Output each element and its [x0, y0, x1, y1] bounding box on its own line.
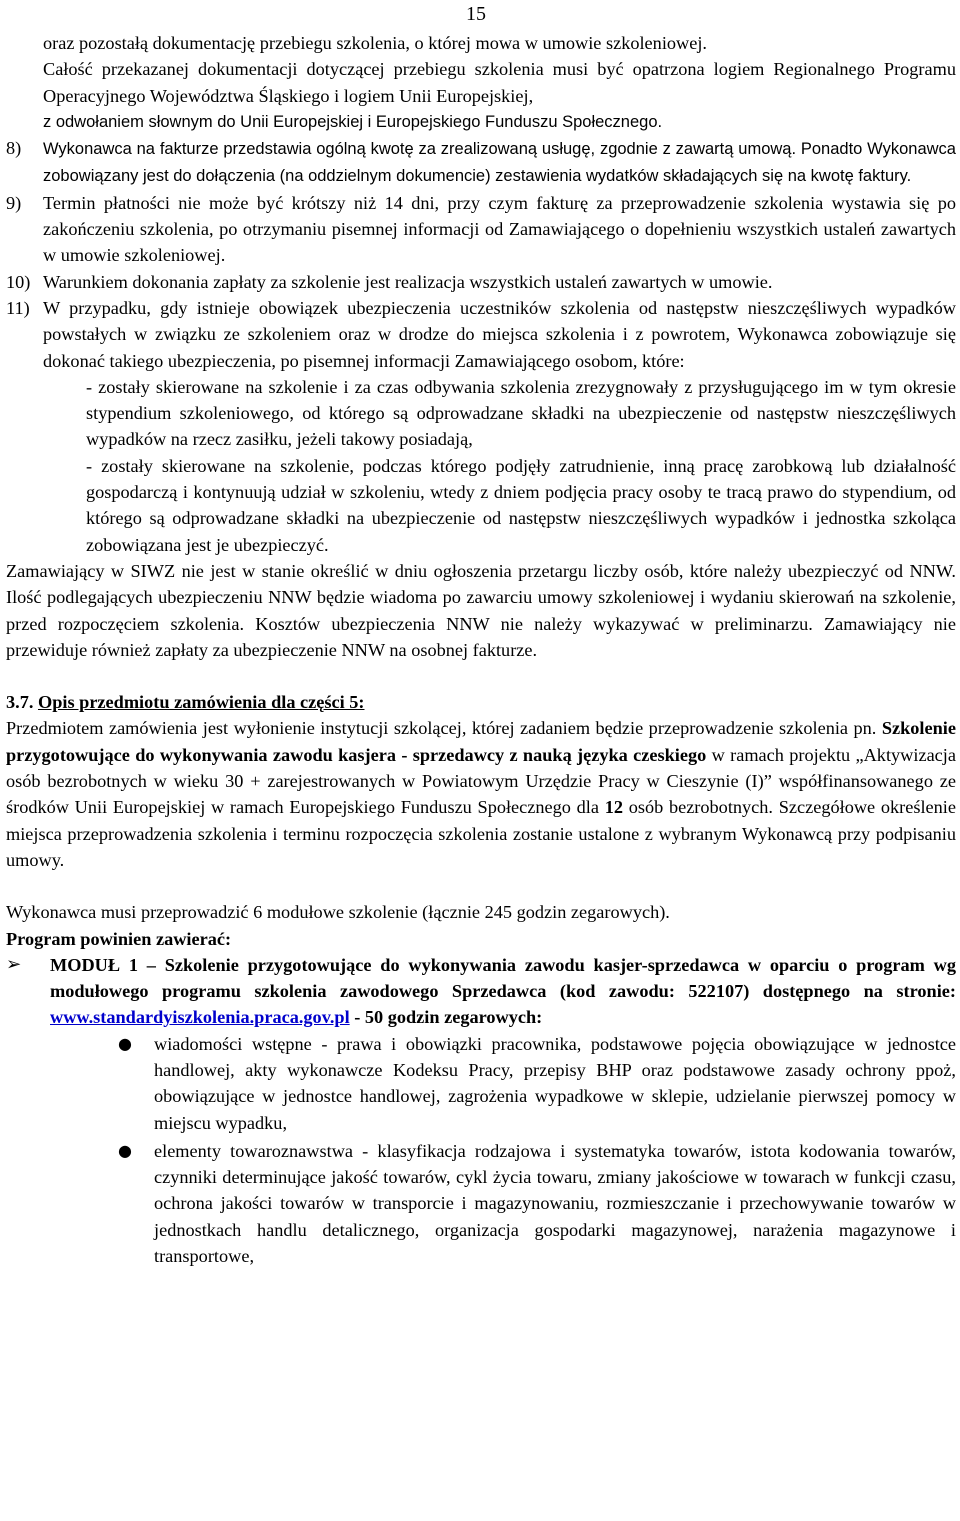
intro-line-1: oraz pozostałą dokumentację przebiegu szkolenia, o której mowa w umowie szkoleniowej.	[43, 33, 707, 53]
section-title: Opis przedmiotu zamówienia dla części 5:	[38, 692, 365, 713]
list-item-text: Wykonawca na fakturze przedstawia ogólną kwotę za zrealizowaną usługę, zgodnie z zawartą umową. Ponadto Wykonawca zobowiązany jest do dołączenia (na oddzielnym dokumencie) zestawienia wydatków składających się na kwotę faktury.	[43, 140, 956, 186]
training-name: Szkolenie przygotowujące do wykonywania zawodu kasjera - sprzedawcy z nauką języka czeskiego	[6, 718, 956, 765]
participant-count: 12	[604, 797, 623, 818]
intro-line-2: Całość przekazanej dokumentacji dotyczącej przebiegu szkolenia musi być opatrzona logiem Regionalnego Programu Operacyjnego Województwa Śląskiego i logiem Unii Europejskiej,	[43, 59, 956, 106]
section-paragraph: Przedmiotem zamówienia jest wyłonienie instytucji szkolącej, której zadaniem będzie przeprowadzenie szkolenia pn. Szkolenie przygotowujące do wykonywania zawodu kasjera - sprzedawcy z nauką języka czeskiego w ramach projektu „Aktywizacja osób bezrobotnych w wieku 30 + zarejestrowanych w Powiatowym Urzędzie Pracy w Cieszynie (I)” współfinansowanego ze środków Unii Europejskiej w ramach Europejskiego Funduszu Społecznego dla 12 osób bezrobotnych. Szczegółowe określenie miejsca przeprowadzenia szkolenia i terminu rozpoczęcia szkolenia zostanie ustalone z wybranym Wykonawcą przy podpisaniu umowy.	[6, 718, 956, 870]
standards-link[interactable]: www.standardyiszkolenia.praca.gov.pl	[50, 1007, 350, 1028]
dash-item-2: - zostały skierowane na szkolenie, podczas którego podjęły zatrudnienie, inną pracę zarobkową lub działalność gospodarczą i kontynuują udział w szkoleniu, wtedy z dniem podjęcia pracy osoby te tracą prawo do stypendium, od którego są odprowadzane składki na ubezpieczenie od następstw nieszczęśliwych wypadków i jednostka szkoląca zobowiązana jest je ubezpieczyć.	[86, 455, 956, 555]
section-number: 3.7.	[6, 692, 34, 713]
list-item: ● wiadomości wstępne - prawa i obowiązki pracownika, podstawowe pojęcia obowiązujące w jednostce handlowej, akty wykonawcze Kodeksu Pracy, przepisy BHP oraz podstawowe zasady ochrony ppoż, obowiązujące w jednostce handlowej, zagrożenia wypadkowe w sklepie, udzielanie pierwszej pomocy w miejscu wypadku,	[6, 1031, 956, 1136]
module-1-topics	[6, 1031, 956, 1270]
page-number: 15	[466, 3, 486, 25]
section-heading	[6, 689, 956, 715]
list-item: ● elementy towaroznawstwa - klasyfikacja rodzajowa i systematyka towarów, istota kodowania towarów, czynniki determinujące jakość towarów, cykl życia towaru, zmiany jakościowe w towarach w funkcji czasu, ochrona jakości towarów w transporcie i magazynowaniu, rozmieszczanie i przechowywanie towarów w jednostkach handlu detalicznego, organizacja gospodarki magazynowej, narażenia magazynowe i transportowe,	[6, 1138, 956, 1269]
module-1	[6, 952, 956, 1031]
list-item-text: Warunkiem dokonania zapłaty za szkolenie jest realizacja wszystkich ustaleń zawartych w umowie.	[43, 271, 773, 292]
list-item-8	[6, 135, 956, 190]
list-item-text: Termin płatności nie może być krótszy niż 14 dni, przy czym fakturę za przeprowadzenie szkolenia wystawia się po zakończeniu szkolenia, po otrzymaniu pisemnej informacji od Zamawiającego o dopełnieniu wszystkich ustaleń zawartych w umowie szkoleniowej.	[43, 192, 956, 266]
list-item-10	[6, 269, 956, 295]
list-item-9	[6, 190, 956, 269]
list-item-text: W przypadku, gdy istnieje obowiązek ubezpieczenia uczestników szkolenia od następstw nieszczęśliwych wypadków powstałych w związku ze szkoleniem oraz w drodze do miejsca szkolenia i z powrotem, Wykonawca zobowiązuje się dokonać takiego ubezpieczenia, po pisemnej informacji Zamawiającego osobom, które:	[43, 297, 956, 371]
bullet-dot-icon: ●	[118, 1033, 132, 1053]
intro-line-3: z odwołaniem słownym do Unii Europejskiej i Europejskiego Funduszu Społecznego.	[43, 112, 663, 131]
list-item-11	[6, 295, 956, 374]
list-number: 10)	[6, 271, 31, 292]
dash-item-1: - zostały skierowane na szkolenie i za czas odbywania szkolenia zrezygnowały z przysługującego im w tym okresie stypendium szkoleniowego, od którego są odprowadzane składki na ubezpieczenie od następstw nieszczęśliwych wypadków na rzecz zasiłku, jeżeli takowy posiadają,	[86, 376, 956, 450]
module-1-text: MODUŁ 1 – Szkolenie przygotowujące do wykonywania zawodu kasjer-sprzedawca w oparciu o program wg modułowego programu szkolenia zawodowego Sprzedawca (kod zawodu: 522107) dostępnego na stronie: www.standardyiszkolenia.praca.gov.pl - 50 godzin zegarowych:	[50, 954, 956, 1028]
summary-line: Wykonawca musi przeprowadzić 6 modułowe szkolenie (łącznie 245 godzin zegarowych).	[6, 902, 670, 923]
document-body	[6, 30, 956, 1271]
bullet-dot-icon: ●	[118, 1140, 132, 1160]
list-number: 8)	[6, 138, 22, 159]
nnw-paragraph: Zamawiający w SIWZ nie jest w stanie określić w dniu ogłoszenia przetargu liczby osób, które należy ubezpieczyć od NNW. Ilość podlegających ubezpieczeniu NNW będzie wiadoma po zawarciu umowy szkoleniowej i wydaniu skierowań na szkolenie, przed rozpoczęciem szkolenia. Kosztów ubezpieczenia NNW nie należy wykazywać w preliminarzu. Zamawiający nie przewiduje również zapłaty za ubezpieczenie NNW na osobnej fakturze.	[6, 560, 956, 660]
list-number: 11)	[6, 297, 30, 318]
list-number: 9)	[6, 192, 22, 213]
program-heading: Program powinien zawierać:	[6, 928, 232, 949]
arrow-bullet-icon: ➢	[6, 953, 22, 975]
